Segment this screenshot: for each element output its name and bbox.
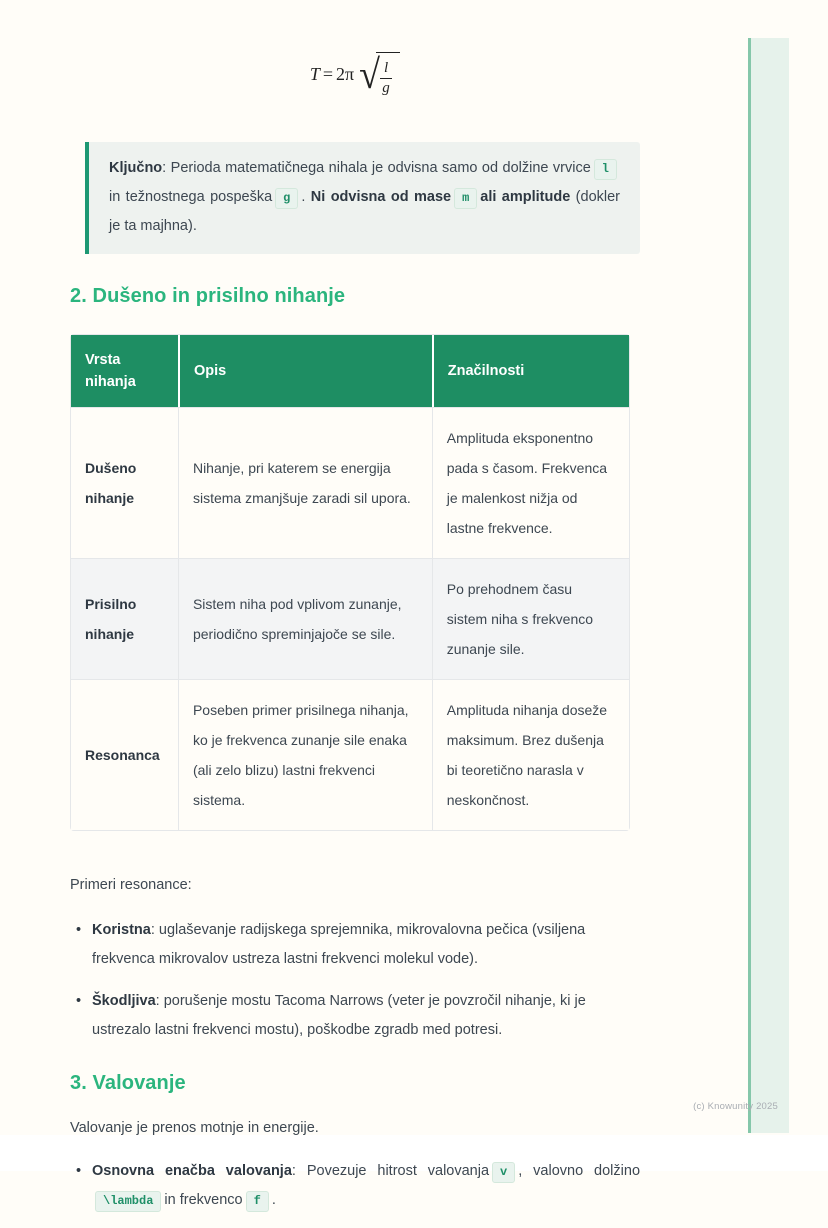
copyright-watermark: (c) Knowunity 2025: [693, 1101, 778, 1112]
text-run: : porušenje mostu Tacoma Narrows (veter je povzročil nihanje, ki je ustrezalo lastni frekvenci mostu), poškodbe zgradb med potresi.: [92, 992, 586, 1038]
column-header-type: Vrsta nihanja: [71, 335, 178, 407]
table-header-row: [71, 335, 629, 407]
row-label-cell: Dušeno nihanje: [71, 407, 178, 558]
wave-equation-list: [70, 1157, 640, 1215]
waves-intro: Valovanje je prenos motnje in energije.: [70, 1119, 319, 1136]
section-heading-2: 2. Dušeno in prisilno nihanje: [70, 284, 346, 307]
column-header-description: Opis: [178, 335, 432, 407]
resonance-examples-intro: Primeri resonance:: [70, 876, 192, 893]
formula-equals: =: [322, 64, 334, 85]
list-item: [70, 1157, 640, 1215]
text-run: Ni odvisna od mase: [310, 188, 452, 205]
column-header-characteristics: Značilnosti: [432, 335, 629, 407]
formula-coefficient: 2π: [336, 64, 355, 85]
list-item: [70, 916, 640, 974]
inline-code-chip: \lambda: [95, 1191, 161, 1212]
text-run: Škodljiva: [92, 992, 156, 1009]
table-row: [71, 558, 629, 679]
formula-lhs: T: [309, 64, 320, 85]
resonance-examples-list: [70, 916, 640, 1045]
oscillation-types-table: [70, 334, 630, 831]
table-cell: Amplituda nihanja doseže maksimum. Brez dušenja bi teoretično narasla v neskončnost.: [432, 679, 629, 830]
table-cell: Nihanje, pri katerem se energija sistema zmanjšuje zaradi sil upora.: [178, 407, 432, 558]
page-edge-ribbon: [748, 38, 789, 1133]
text-run: .: [301, 188, 311, 205]
text-run: , valovno dolžino: [518, 1162, 641, 1179]
text-run: : uglaševanje radijskega sprejemnika, mikrovalovna pečica (vsiljena frekvenca mikrovalov ustreza lastni frekvenci molekul vode).: [92, 921, 586, 967]
inline-code-chip: l: [594, 159, 617, 180]
square-root: [359, 52, 400, 98]
document-content: [70, 0, 640, 1228]
table-row: [71, 407, 629, 558]
text-run: in težnostnega pospeška: [109, 188, 273, 205]
text-run: (dokler je ta majhna).: [109, 188, 620, 234]
text-run: Koristna: [92, 921, 151, 938]
table-body: [71, 407, 629, 830]
table-cell: Poseben primer prisilnega nihanja, ko je frekvenca zunanje sile enaka (ali zelo blizu) lastni frekvenci sistema.: [178, 679, 432, 830]
math-formula: [310, 52, 400, 98]
table-row: [71, 679, 629, 830]
fraction-numerator: l: [380, 60, 392, 79]
section-heading-3: 3. Valovanje: [70, 1071, 186, 1094]
pendulum-period-formula: [70, 52, 640, 98]
inline-code-chip: v: [492, 1162, 515, 1183]
table-cell: Amplituda eksponentno pada s časom. Frekvenca je malenkost nižja od lastne frekvence.: [432, 407, 629, 558]
text-run: ali amplitude: [480, 188, 571, 205]
table-cell: Po prehodnem času sistem niha s frekvenco zunanje sile.: [432, 558, 629, 679]
text-run: Ključno: [109, 159, 163, 176]
row-label-cell: Prisilno nihanje: [71, 558, 178, 679]
text-run: .: [271, 1191, 276, 1208]
text-run: : Povezuje hitrost valovanja: [291, 1162, 490, 1179]
text-run: in frekvenco: [164, 1191, 243, 1208]
fraction: [380, 60, 392, 98]
inline-code-chip: g: [275, 188, 298, 209]
key-point-callout: [85, 142, 640, 254]
table-cell: Sistem niha pod vplivom zunanje, periodično spreminjajoče se sile.: [178, 558, 432, 679]
inline-code-chip: f: [246, 1191, 269, 1212]
radical-sign: √: [359, 52, 380, 98]
inline-code-chip: m: [454, 188, 477, 209]
row-label-cell: Resonanca: [71, 679, 178, 830]
text-run: Osnovna enačba valovanja: [92, 1162, 292, 1179]
list-item: [70, 987, 640, 1045]
fraction-denominator: g: [382, 80, 390, 97]
text-run: : Perioda matematičnega nihala je odvisna samo od dolžine vrvice: [162, 159, 591, 176]
